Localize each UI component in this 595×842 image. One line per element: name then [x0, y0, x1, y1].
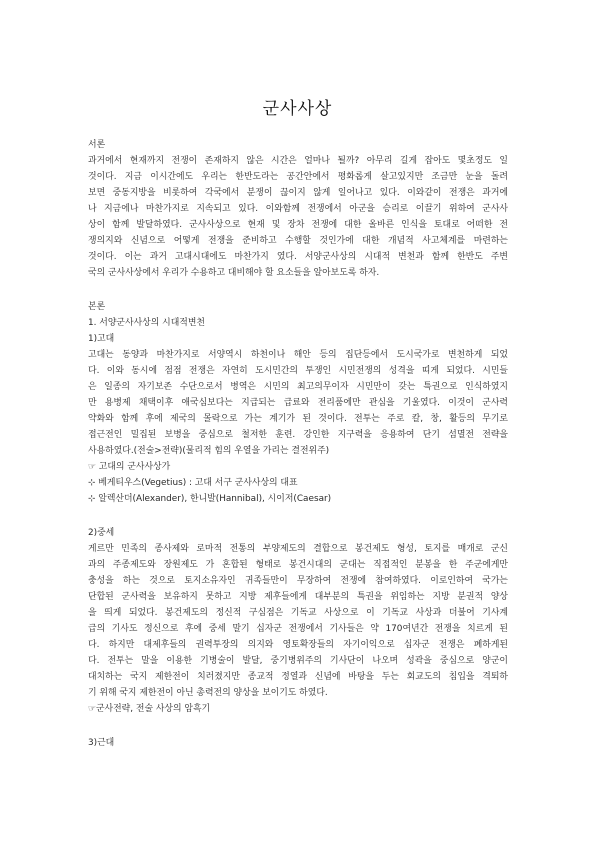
text-line: 서론 [88, 140, 106, 150]
text-line: 고대는 동양과 마찬가지로 서양역시 하천이나 해안 등의 집단등에서 도시국가로 변천하게 되었 [88, 350, 508, 360]
text-line: 것이다. 이는 과거 고대시대에도 마찬가지 였다. 서양군사상의 시대적 변천과 함께 한반도 주변 [88, 252, 508, 262]
text-line: 쟁의지와 신념으로 어떻게 전쟁을 준비하고 수행할 것인가에 대한 개념적 사고체계를 마련하는 [88, 236, 508, 246]
text-line: 다. 전투는 말을 이용한 기병술이 발달, 중기병위주의 기사단이 나오며 성곽을 중심으로 양군이 [88, 656, 508, 666]
text-line: 사용하였다.(전술>전략)(물리적 힘의 우열을 가리는 결전위주) [88, 446, 330, 456]
text-line: ⊹ 베게티우스(Vegetius) : 고대 서구 군사사상의 대표 [88, 478, 298, 488]
text-line: 을 띄게 되었다. 봉건제도의 정신적 구심점은 기독교 사상으로 이 기독교 사상과 더불어 기사계 [88, 608, 508, 618]
text-line: 다. 하지만 대제후들의 권력투장의 의지와 영토확장들의 자기이익으로 십자군 전쟁은 폐하게된 [88, 640, 508, 650]
text-line: 본론 [88, 302, 106, 312]
text-line: ☞ 고대의 군사사상가 [88, 462, 171, 472]
text-line: 과의 주종제도와 장원제도 가 혼합된 형태로 봉건시대의 군대는 직접적인 분봉을 한 주군에게만 [88, 560, 508, 570]
text-line: 3)근대 [88, 738, 115, 748]
text-line: 기 위해 국지 제한전이 아닌 총력전의 양상을 보이기도 하였다. [88, 688, 328, 698]
text-line: 1)고대 [88, 334, 115, 344]
text-line: 단합된 군사력을 보유하지 못하고 지방 제후들에게 대부분의 특권을 위임하는 지방 분권적 양상 [88, 592, 508, 602]
text-line: 은 일종의 자기보존 수단으로서 병역은 시민의 최고의무이자 시민만이 갖는 특권으로 인식하였지 [88, 382, 508, 392]
text-line: 과거에서 현재까지 전쟁이 존재하지 않은 시간은 얼마나 될까? 아무리 길게 잡아도 몇초정도 일 [88, 156, 508, 166]
text-line: ☞군사전략, 전술 사상의 암흑기 [88, 704, 211, 714]
text-line: 보면 중동지방을 비롯하여 각국에서 분쟁이 끊이지 않게 일어나고 있다. 이와같이 전쟁은 과거에 [88, 188, 508, 198]
text-line: 2)중세 [88, 528, 115, 538]
text-line: 약화와 함께 후에 제국의 몰락으로 가는 계기가 된 것이다. 전투는 주로 칼, 창, 활등의 무기로 [88, 414, 508, 424]
text-line: 1. 서양군사사상의 시대적변천 [88, 318, 205, 328]
text-line: 충성을 하는 것으로 토지소유자인 귀족들만이 무장하여 전쟁에 참여하였다. 이로인하여 국가는 [88, 576, 508, 586]
text-line: 만 용병제 채택이후 애국심보다는 지급되는 급료와 전리품에만 관심을 기울였다. 이것이 군사력 [88, 398, 508, 408]
text-line: 국의 군사사상에서 우리가 수용하고 대비해야 할 요소들을 알아보도록 하자. [88, 268, 380, 278]
text-line: 대치하는 국지 제한전이 치러졌지만 종교적 정열과 신념에 바탕을 두는 회교도의 침입을 격퇴하 [88, 672, 508, 682]
page-title: 군사사상 [262, 99, 333, 119]
text-line: 것이다. 지금 이시간에도 우리는 한반도라는 공간안에서 평화롭게 살고있지만 조금만 눈을 돌려 [88, 172, 508, 182]
text-line: ⊹ 알렉산더(Alexander), 한니발(Hannibal), 시이저(Caesar) [88, 494, 332, 504]
text-line: 접근전인 밀집된 보병을 중심으로 철저한 훈련. 강인한 지구력을 응용하여 단기 섬멸전 전략을 [88, 430, 508, 440]
text-line: 나 지금에나 마찬가지로 지속되고 있다. 이와함께 전쟁에서 아군을 승리로 이끌기 위하여 군사사 [88, 204, 508, 214]
text-line: 급의 기사도 정신으로 후에 중세 말기 십자군 전쟁에서 기사들은 약 170여년간 전쟁을 치르게 된 [88, 624, 508, 634]
text-line: 다. 이와 동시에 점점 전쟁은 자연히 도시민간의 투쟁인 시민전쟁의 성격을 띠게 되었다. 시민들 [88, 366, 508, 376]
text-line: 상이 함께 발달하였다. 군사사상으로 현재 및 장차 전쟁에 대한 올바른 인식을 토대로 어떠한 전 [88, 220, 508, 230]
text-line: 게르만 민족의 종사제와 로마적 전통의 부양제도의 결합으로 봉건제도 형성, 토지를 매개로 군신 [88, 544, 508, 554]
